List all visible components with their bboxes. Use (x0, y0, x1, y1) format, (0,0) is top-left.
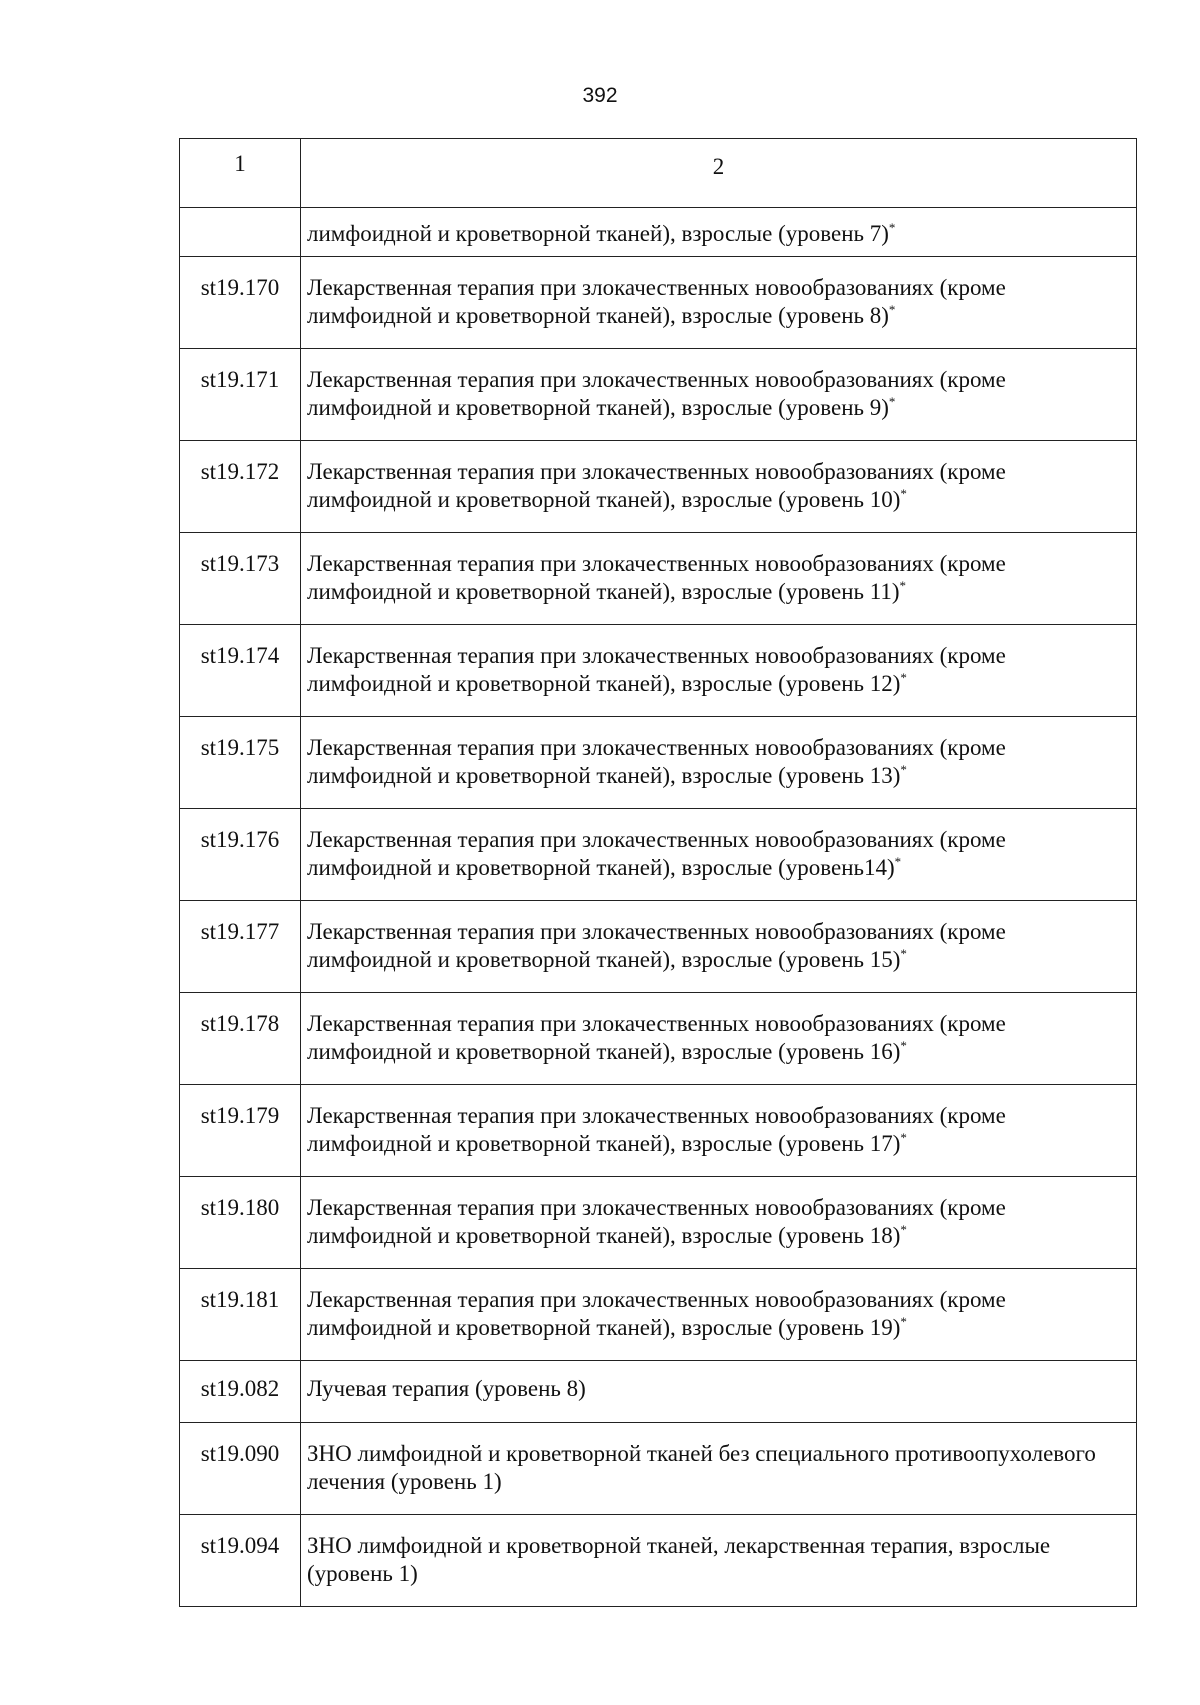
row-description: Лекарственная терапия при злокачественных новообразованиях (кроме лимфоидной и кроветворной тканей), взрослые (уровень 19) (307, 1287, 1006, 1340)
row-code: st19.094 (180, 1515, 301, 1607)
row-description-cell (301, 1361, 1137, 1423)
footnote-mark: * (888, 394, 896, 409)
row-code: st19.180 (180, 1177, 301, 1269)
row-code: st19.177 (180, 901, 301, 993)
row-code: st19.181 (180, 1269, 301, 1361)
row-description-cell (301, 441, 1137, 533)
row-code: st19.082 (180, 1361, 301, 1423)
row-description: Лучевая терапия (уровень 8) (307, 1376, 586, 1401)
table-row (180, 717, 1137, 809)
row-description-cell (301, 349, 1137, 441)
row-description: Лекарственная терапия при злокачественных новообразованиях (кроме лимфоидной и кроветворной тканей), взрослые (уровень 8) (307, 275, 1006, 328)
row-description: Лекарственная терапия при злокачественных новообразованиях (кроме лимфоидной и кроветворной тканей), взрослые (уровень 13) (307, 735, 1006, 788)
row-description: Лекарственная терапия при злокачественных новообразованиях (кроме лимфоидной и кроветворной тканей), взрослые (уровень 18) (307, 1195, 1006, 1248)
footnote-mark: * (900, 946, 907, 961)
footnote-mark: * (899, 578, 907, 593)
footnote-mark: * (894, 854, 902, 869)
footnote-mark: * (900, 1130, 907, 1145)
row-code: st19.175 (180, 717, 301, 809)
tariff-table (179, 138, 1137, 1607)
footnote-mark: * (900, 1222, 907, 1237)
table-row (180, 1361, 1137, 1423)
table-row (180, 1423, 1137, 1515)
page-number: 392 (582, 84, 618, 107)
row-description: Лекарственная терапия при злокачественных новообразованиях (кроме лимфоидной и кроветворной тканей), взрослые (уровень 17) (307, 1103, 1006, 1156)
row-description-cell (301, 809, 1137, 901)
row-code: st19.172 (180, 441, 301, 533)
row-description: Лекарственная терапия при злокачественных новообразованиях (кроме лимфоидной и кроветворной тканей), взрослые (уровень 11) (307, 551, 1006, 604)
table-row (180, 349, 1137, 441)
row-description: Лекарственная терапия при злокачественных новообразованиях (кроме лимфоидной и кроветворной тканей), взрослые (уровень 12) (307, 643, 1006, 696)
table-row (180, 441, 1137, 533)
table-body (180, 139, 1137, 1607)
row-description-cell (301, 717, 1137, 809)
row-description: Лекарственная терапия при злокачественных новообразованиях (кроме лимфоидной и кроветворной тканей), взрослые (уровень 9) (307, 367, 1006, 420)
row-code: st19.170 (180, 257, 301, 349)
row-code: st19.178 (180, 993, 301, 1085)
table-row (180, 1515, 1137, 1607)
row-description-cell (301, 1177, 1137, 1269)
row-description-cell (301, 1269, 1137, 1361)
row-description-cell (301, 625, 1137, 717)
table-row (180, 809, 1137, 901)
header-col-1: 1 (180, 139, 301, 208)
row-description-cell (301, 1515, 1137, 1607)
row-code: st19.179 (180, 1085, 301, 1177)
row-code: st19.171 (180, 349, 301, 441)
continuation-text-cell (301, 208, 1137, 257)
footnote-mark: * (888, 302, 896, 317)
row-code: st19.176 (180, 809, 301, 901)
row-code: st19.174 (180, 625, 301, 717)
footnote-mark: * (900, 1314, 907, 1329)
table-row (180, 1177, 1137, 1269)
table-row (180, 901, 1137, 993)
row-description-cell (301, 257, 1137, 349)
continuation-row (180, 208, 1137, 257)
table-row (180, 1269, 1137, 1361)
footnote-mark: * (900, 670, 907, 685)
header-row (180, 139, 1137, 208)
row-description: Лекарственная терапия при злокачественных новообразованиях (кроме лимфоидной и кроветворной тканей), взрослые (уровень 16) (307, 1011, 1006, 1064)
row-description-cell (301, 1423, 1137, 1515)
table-row (180, 1085, 1137, 1177)
continuation-code (180, 208, 301, 257)
row-code: st19.173 (180, 533, 301, 625)
table-row (180, 993, 1137, 1085)
row-description-cell (301, 533, 1137, 625)
row-description-cell (301, 993, 1137, 1085)
row-description-cell (301, 1085, 1137, 1177)
footnote-mark: * (888, 220, 896, 235)
table-row (180, 533, 1137, 625)
header-col-2: 2 (301, 139, 1137, 208)
row-description-cell (301, 901, 1137, 993)
row-description: ЗНО лимфоидной и кроветворной тканей, лекарственная терапия, взрослые (уровень 1) (307, 1533, 1051, 1586)
table-row (180, 625, 1137, 717)
row-code: st19.090 (180, 1423, 301, 1515)
row-description: Лекарственная терапия при злокачественных новообразованиях (кроме лимфоидной и кроветворной тканей), взрослые (уровень 10) (307, 459, 1006, 512)
row-description: Лекарственная терапия при злокачественных новообразованиях (кроме лимфоидной и кроветворной тканей), взрослые (уровень14) (307, 827, 1006, 880)
table-row (180, 257, 1137, 349)
continuation-text: лимфоидной и кроветворной тканей), взрослые (уровень 7) (307, 221, 889, 246)
footnote-mark: * (900, 762, 907, 777)
footnote-mark: * (900, 486, 907, 501)
row-description: ЗНО лимфоидной и кроветворной тканей без специального противоопухолевого лечения (уровень 1) (307, 1441, 1096, 1494)
row-description: Лекарственная терапия при злокачественных новообразованиях (кроме лимфоидной и кроветворной тканей), взрослые (уровень 15) (307, 919, 1006, 972)
footnote-mark: * (900, 1038, 907, 1053)
